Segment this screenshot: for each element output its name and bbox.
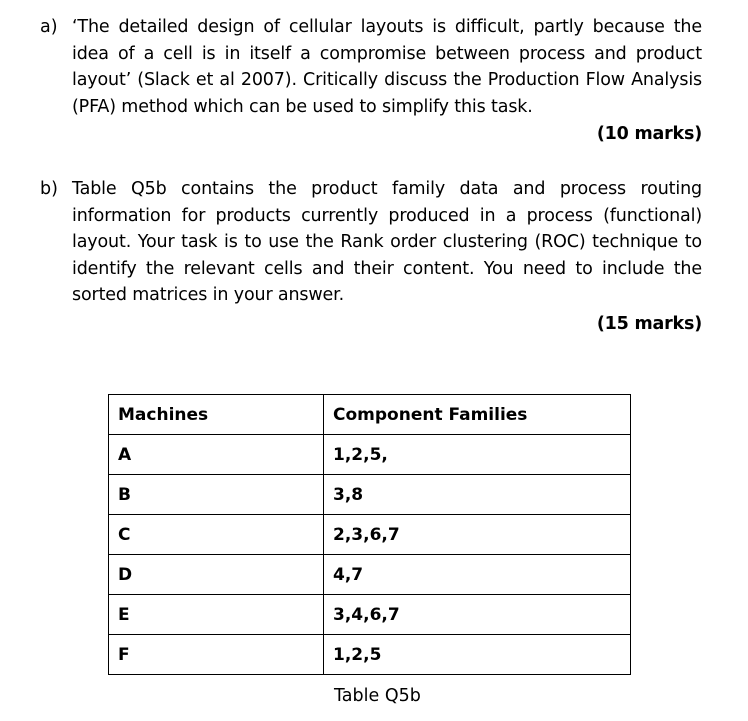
machines-header: Machines (109, 395, 324, 435)
question-b-label: b) (40, 179, 58, 199)
question-b-marks: (15 marks) (596, 313, 702, 334)
table-row (109, 595, 631, 635)
families-cell: 1,2,5 (324, 635, 631, 675)
families-cell: 1,2,5, (324, 435, 631, 475)
families-cell: 3,4,6,7 (324, 595, 631, 635)
table-header-row (109, 395, 631, 435)
table-row (109, 435, 631, 475)
machine-cell: A (109, 435, 324, 475)
machine-cell: C (109, 515, 324, 555)
routing-table (108, 394, 631, 675)
families-cell: 4,7 (324, 555, 631, 595)
table-row (109, 475, 631, 515)
families-cell: 3,8 (324, 475, 631, 515)
families-cell: 2,3,6,7 (324, 515, 631, 555)
question-a (40, 14, 702, 147)
table-caption: Table Q5b (334, 686, 421, 706)
machine-cell: E (109, 595, 324, 635)
question-a-label: a) (40, 17, 58, 37)
component-families-header: Component Families (324, 395, 631, 435)
machine-cell: B (109, 475, 324, 515)
machine-cell: D (109, 555, 324, 595)
table-row (109, 635, 631, 675)
question-a-marks: (10 marks) (596, 124, 702, 144)
question-a-text: ‘The detailed design of cellular layouts is difficult, partly because the idea of a cell is in itself a compromise between process and product layout’ (Slack et al 2007). Critically discuss the Production Flow Analysis (PFA) method which can be used to simplify this task. (72, 17, 702, 117)
question-b-text: Table Q5b contains the product family data and process routing information for products currently produced in a process (functional) layout. Your task is to use the Rank order clustering (ROC) technique to identify the relevant cells and their content. You need to include the sorted matrices in your answer. (72, 179, 702, 305)
table-row (109, 555, 631, 595)
machine-cell: F (109, 635, 324, 675)
table-row (109, 515, 631, 555)
question-b (40, 176, 702, 337)
